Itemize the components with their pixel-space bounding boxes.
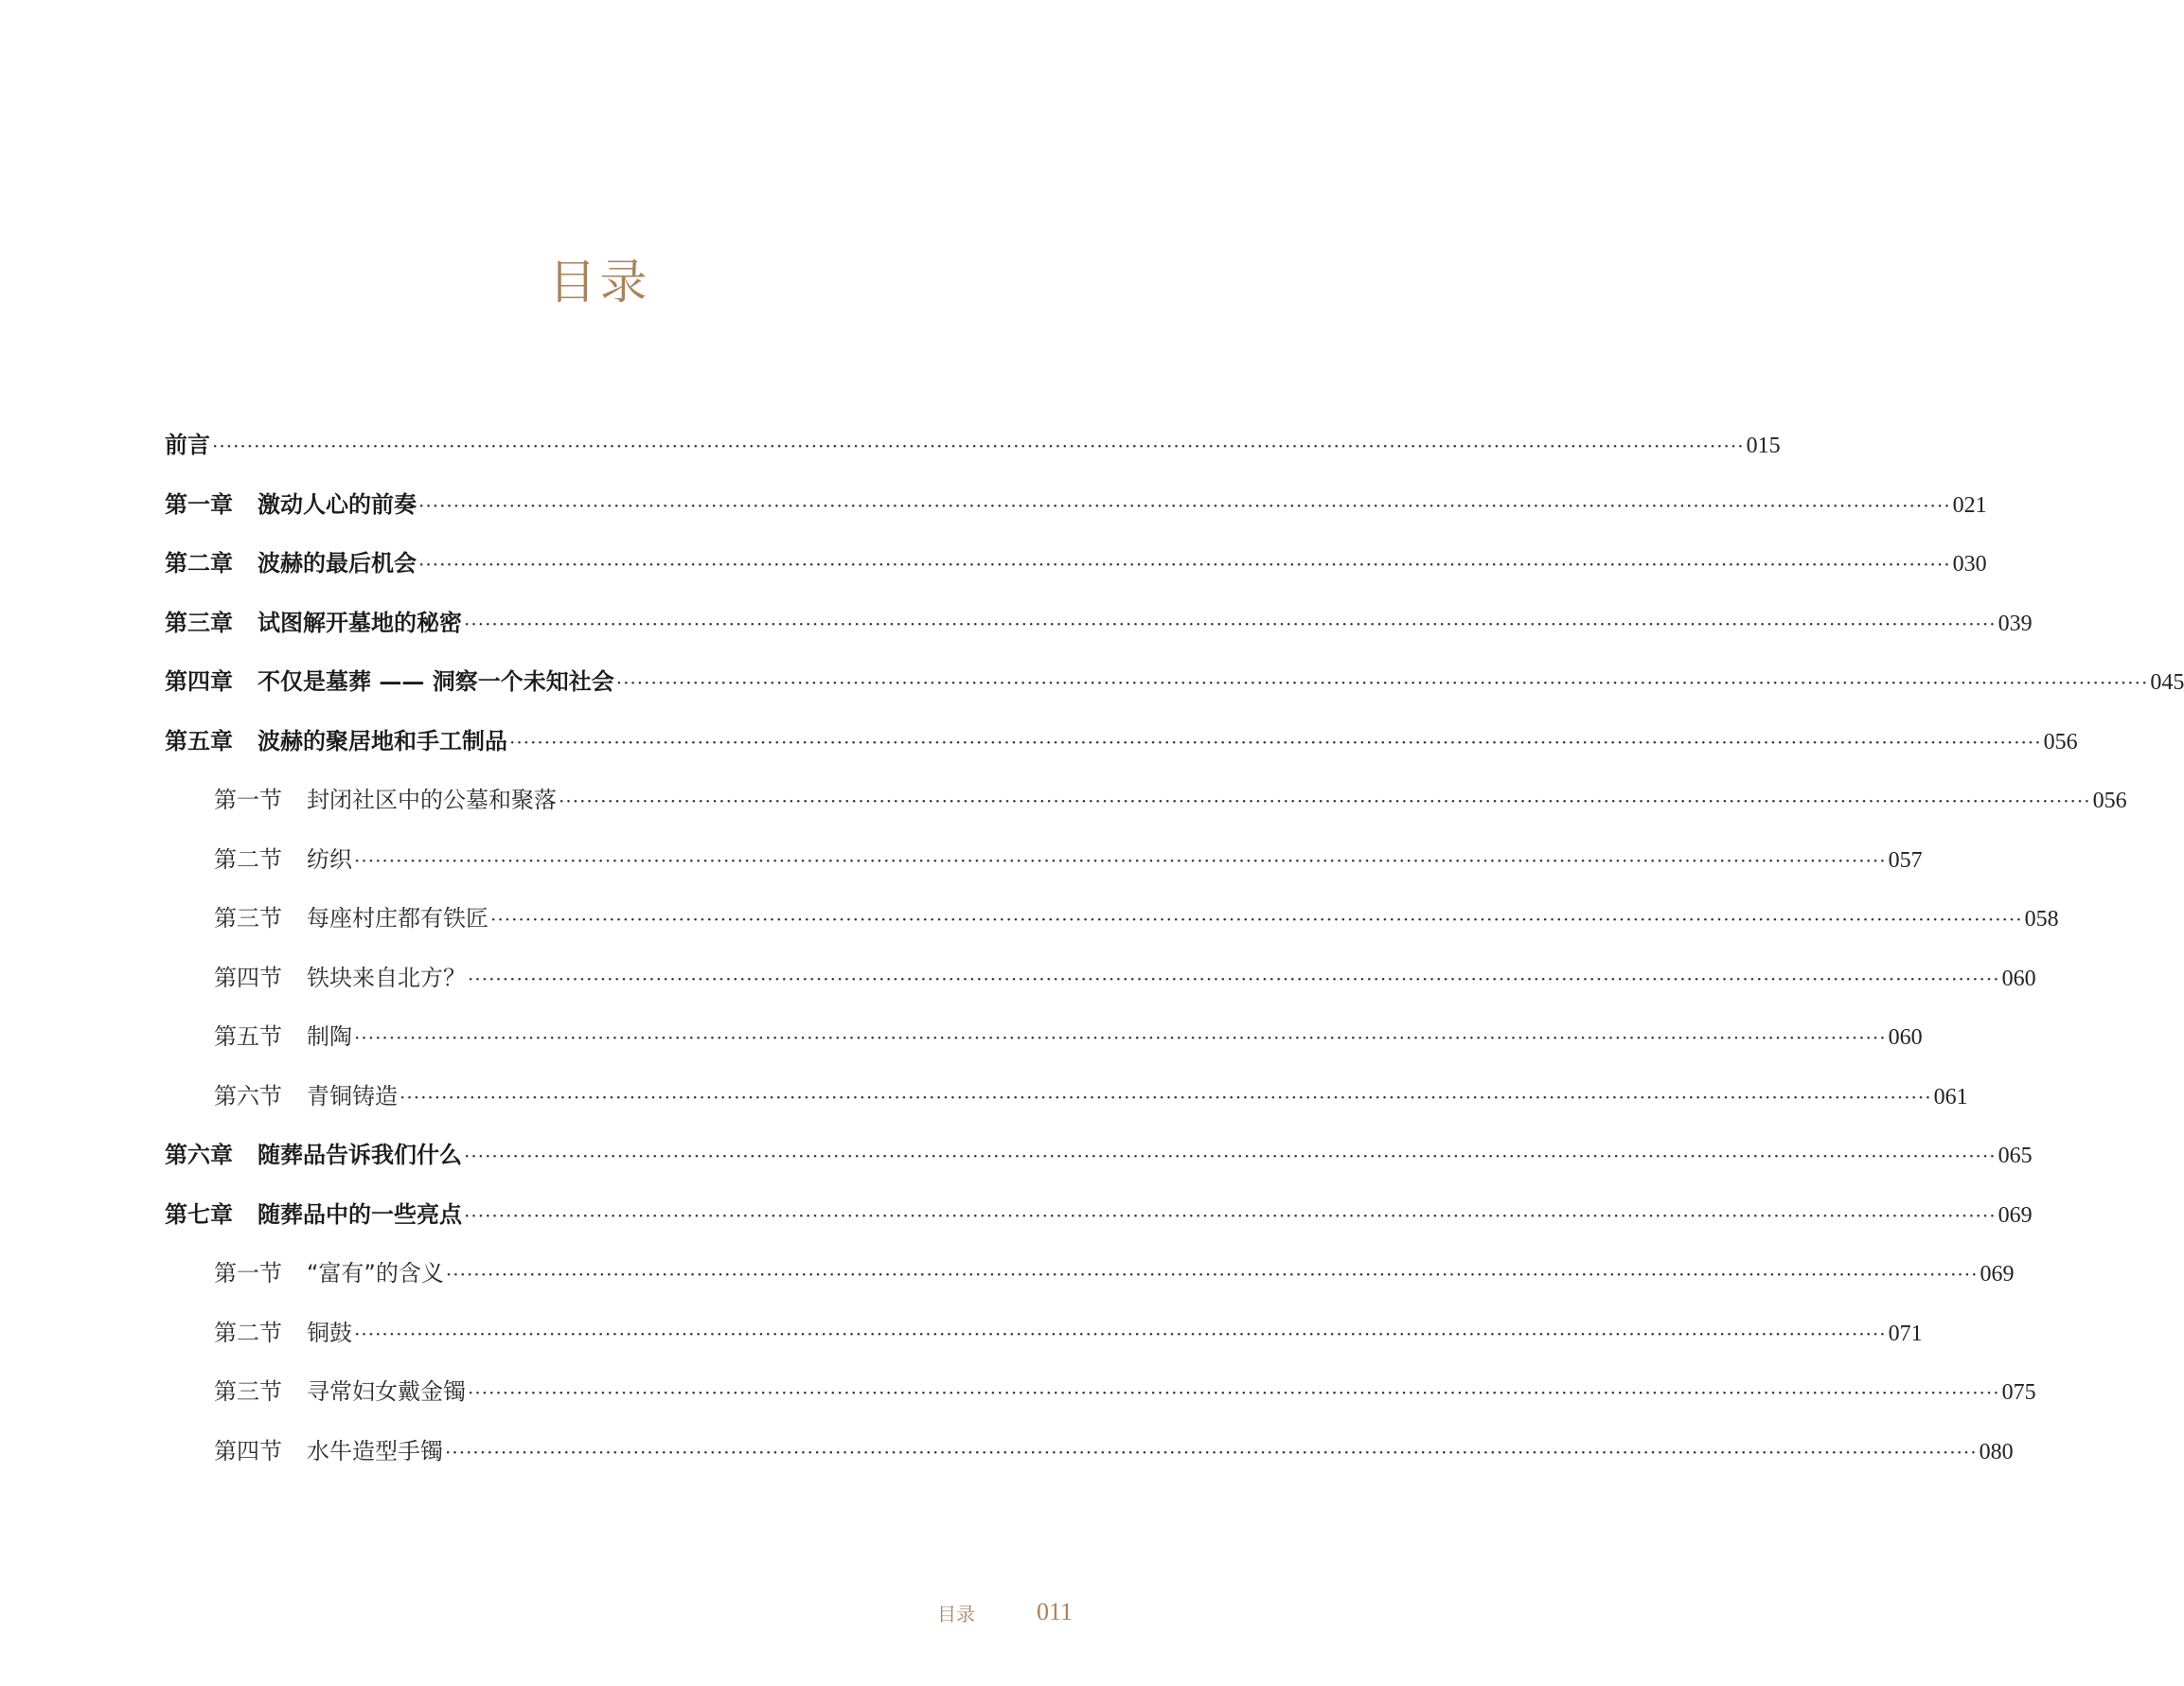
toc-dot-leader: ···························································································································································································································· (464, 612, 1997, 635)
toc-entry-title: 青铜铸造 (307, 1082, 398, 1109)
toc-entry-label: 第五节 (214, 1023, 282, 1050)
toc-entry-page-number: 056 (2092, 789, 2127, 813)
toc-entry-page-number: 060 (2001, 966, 2036, 991)
toc-dot-leader: ···························································································································································································································· (468, 967, 2000, 990)
toc-dot-leader: ···························································································································································································································· (445, 1263, 1979, 1286)
toc-entry-page-number: 056 (2043, 729, 2078, 754)
toc-dot-leader: ···························································································································································································································· (490, 908, 2023, 931)
toc-dot-leader: ···························································································································································································································· (354, 848, 1887, 872)
footer-page-number: 011 (1037, 1598, 1074, 1625)
toc-entry-title: 制陶 (307, 1023, 352, 1050)
toc-entry-title: 纺织 (307, 845, 352, 873)
toc-entry-title: 铁块来自北方？ (307, 964, 466, 991)
toc-entry-title: 水牛造型手镯 (307, 1437, 443, 1464)
toc-dot-leader: ···························································································································································································································· (354, 1026, 1887, 1049)
toc-dot-leader: ···························································································································································································································· (509, 730, 2042, 754)
toc-dot-leader: ···························································································································································································································· (464, 1145, 1997, 1167)
toc-dot-leader: ···························································································································································································································· (418, 553, 1951, 576)
page-title: 目录 (548, 255, 651, 310)
toc-entry-label: 第四节 (214, 1437, 282, 1464)
toc-entry[interactable] (165, 604, 2033, 642)
toc-entry-label: 第三节 (214, 905, 282, 932)
toc-entry-page-number: 071 (1888, 1321, 1923, 1346)
toc-dot-leader: ···························································································································································································································· (445, 1440, 1978, 1464)
toc-entry-title: 寻常妇女戴金镯 (307, 1378, 466, 1405)
toc-entry-label: 第三节 (214, 1378, 282, 1405)
toc-entry-title: 不仅是墓葬 —— 洞察一个未知社会 (257, 667, 614, 695)
toc-entry-label: 第四节 (214, 964, 282, 991)
toc-dot-leader: ···························································································································································································································· (468, 1381, 2000, 1404)
toc-entry[interactable] (214, 781, 2127, 819)
toc-entry-page-number: 057 (1888, 847, 1923, 873)
toc-entry[interactable] (214, 841, 1923, 878)
toc-entry-label: 第二节 (214, 845, 282, 873)
toc-entry[interactable] (165, 426, 1781, 464)
toc-entry-title: 封闭社区中的公墓和聚落 (307, 787, 557, 813)
toc-entry[interactable] (214, 1018, 1923, 1056)
toc-entry-label: 前言 (165, 431, 210, 458)
toc-entry-title: “富有”的含义 (307, 1260, 444, 1287)
toc-dot-leader: ···························································································································································································································· (354, 1322, 1887, 1345)
toc-entry-page-number: 061 (1933, 1084, 1968, 1109)
toc-entry-title: 波赫的最后机会 (257, 549, 417, 577)
toc-entry-label: 第一节 (214, 787, 282, 813)
toc-entry[interactable] (165, 722, 2078, 760)
toc-entry[interactable] (214, 1314, 1923, 1352)
toc-entry-label: 第七章 (165, 1199, 233, 1228)
toc-entry[interactable] (165, 544, 1987, 582)
toc-entry[interactable] (165, 1136, 2033, 1174)
toc-entry-page-number: 021 (1952, 492, 1987, 518)
toc-entry-page-number: 069 (1980, 1262, 2015, 1287)
toc-dot-leader: ···························································································································································································································· (615, 671, 2149, 694)
toc-entry-page-number: 075 (2001, 1380, 2036, 1405)
toc-entry-label: 第六章 (165, 1141, 233, 1168)
toc-entry-label: 第三章 (165, 608, 233, 636)
toc-entry-title: 试图解开墓地的秘密 (257, 608, 462, 636)
toc-entry-page-number: 069 (1998, 1202, 2033, 1228)
toc-entry-page-number: 030 (1952, 552, 1987, 577)
toc-entry[interactable] (165, 486, 1987, 524)
toc-entry[interactable] (214, 1254, 2015, 1292)
toc-entry-title: 随葬品告诉我们什么 (257, 1141, 462, 1168)
toc-entry[interactable] (214, 1373, 2036, 1411)
toc-dot-leader: ···························································································································································································································· (559, 790, 2091, 812)
footer-section-label: 目录 (937, 1603, 975, 1625)
toc-entry-page-number: 045 (2150, 670, 2184, 695)
toc-entry-label: 第四章 (165, 667, 233, 695)
toc-entry-page-number: 058 (2024, 907, 2059, 932)
toc-entry-page-number: 065 (1998, 1144, 2033, 1168)
toc-dot-leader: ···························································································································································································································· (212, 435, 1745, 457)
toc-entry[interactable] (165, 663, 2184, 701)
toc-entry-page-number: 039 (1998, 611, 2033, 636)
toc-entry-label: 第一节 (214, 1260, 282, 1287)
toc-dot-leader: ···························································································································································································································· (400, 1085, 1932, 1109)
toc-entry[interactable] (214, 959, 2036, 997)
toc-entry[interactable] (214, 1077, 1968, 1115)
toc-entry[interactable] (214, 1432, 2014, 1470)
toc-entry-label: 第二章 (165, 549, 233, 577)
toc-entry[interactable] (165, 1196, 2033, 1233)
toc-entry-title: 随葬品中的一些亮点 (257, 1199, 462, 1228)
toc-dot-leader: ···························································································································································································································· (418, 493, 1951, 517)
toc-entry-title: 铜鼓 (307, 1319, 352, 1346)
toc-entry[interactable] (214, 899, 2059, 937)
toc-entry-page-number: 015 (1746, 434, 1781, 458)
toc-entry-label: 第一章 (165, 489, 233, 518)
toc-entry-label: 第二节 (214, 1319, 282, 1346)
toc-entry-title: 每座村庄都有铁匠 (307, 905, 488, 932)
toc-entry-title: 波赫的聚居地和手工制品 (257, 726, 507, 754)
toc-dot-leader: ···························································································································································································································· (464, 1203, 1997, 1227)
toc-entry-page-number: 080 (1979, 1439, 2014, 1464)
toc-entry-page-number: 060 (1888, 1025, 1923, 1050)
toc-entry-label: 第六节 (214, 1082, 282, 1109)
toc-entry-label: 第五章 (165, 726, 233, 754)
toc-entry-title: 激动人心的前奏 (257, 489, 417, 518)
